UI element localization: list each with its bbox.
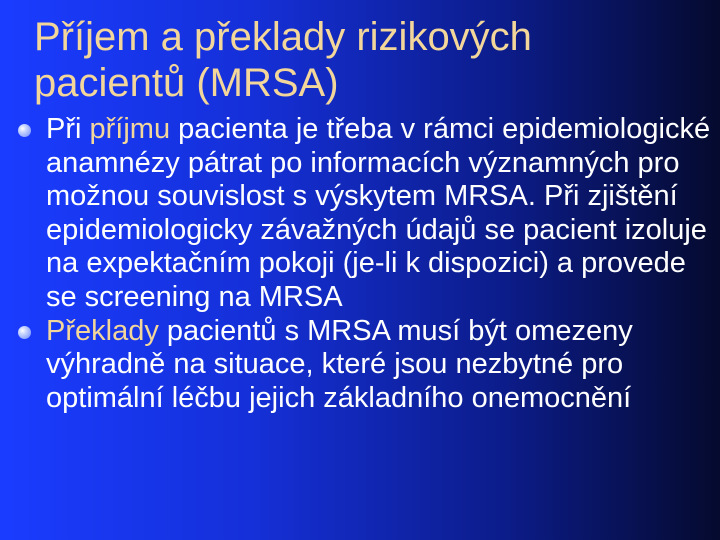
bullet-item-transfers [16, 315, 716, 416]
bullet-text: pacientů s MRSA musí být omezeny výhradně na situace, které jsou nezbytné pro optimální léčbu jejich základního onemocnění [46, 314, 633, 414]
bullet-item-admission [16, 113, 716, 315]
slide-title [34, 14, 694, 106]
bullet-dot-icon [18, 124, 31, 137]
bullet-keyword: příjmu [89, 113, 171, 145]
bullet-keyword: Překlady [46, 314, 159, 347]
bullet-list [16, 113, 716, 415]
slide-title-line-1: Příjem a překlady rizikových [34, 15, 532, 59]
bullet-text: pacienta je třeba v rámci epidemiologické anamnézy pátrat po informacích významných pro možnou souvislost s výskytem MRSA. Při zjištění epidemiologicky závažných údajů se pacient izoluje na expektačním pokoji (je-li k dispozici) a provede se screening na MRSA [46, 113, 711, 313]
bullet-dot-icon [18, 326, 31, 339]
bullet-prefix: Při [46, 113, 90, 145]
slide-title-line-2: pacientů (MRSA) [34, 61, 339, 105]
